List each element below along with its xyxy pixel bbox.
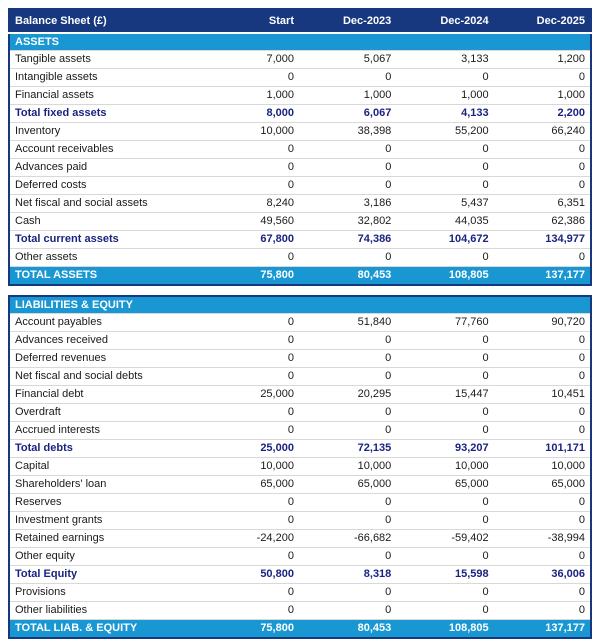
row-value: 10,451 [494,385,591,403]
table-row [9,331,591,349]
table-row [9,104,591,122]
row-value: 0 [202,331,299,349]
row-value: 0 [494,601,591,619]
table-row [9,140,591,158]
row-value: 67,800 [202,230,299,248]
row-value: 0 [396,158,493,176]
row-value: 0 [202,349,299,367]
row-label: Accrued interests [9,421,202,439]
row-value: 1,000 [396,86,493,104]
row-label: Reserves [9,493,202,511]
row-label: Intangible assets [9,68,202,86]
row-value: 6,351 [494,194,591,212]
row-value: 5,067 [299,50,396,68]
table-row [9,511,591,529]
row-value: 0 [396,547,493,565]
row-label: Deferred costs [9,176,202,194]
row-value: 0 [202,583,299,601]
table-row [9,529,591,547]
assets-table [8,8,592,286]
row-value: 0 [494,248,591,266]
row-label: Account payables [9,313,202,331]
row-value: 0 [299,511,396,529]
table-row [9,50,591,68]
row-value: -66,682 [299,529,396,547]
row-value: 0 [396,601,493,619]
row-label: Tangible assets [9,50,202,68]
table-row [9,403,591,421]
row-value: 51,840 [299,313,396,331]
row-value: 90,720 [494,313,591,331]
table-row [9,349,591,367]
table-row [9,212,591,230]
row-value: 66,240 [494,122,591,140]
row-value: 0 [396,511,493,529]
row-value: 2,200 [494,104,591,122]
row-label: Financial assets [9,86,202,104]
row-value: 65,000 [202,475,299,493]
row-value: 15,447 [396,385,493,403]
table-row [9,547,591,565]
row-value: 93,207 [396,439,493,457]
row-value: 0 [299,367,396,385]
section-title: ASSETS [9,33,591,50]
table-row [9,86,591,104]
table-row [9,122,591,140]
table-row [9,313,591,331]
row-value: 0 [202,140,299,158]
total-liab-equity-row [9,619,591,638]
row-value: 101,171 [494,439,591,457]
column-header-start: Start [202,9,299,33]
row-value: 25,000 [202,385,299,403]
row-value: 1,000 [202,86,299,104]
total-row-value: 137,177 [494,619,591,638]
row-value: 10,000 [494,457,591,475]
row-label: Net fiscal and social assets [9,194,202,212]
row-value: -59,402 [396,529,493,547]
row-value: 0 [396,493,493,511]
row-value: 0 [494,511,591,529]
total-row-label: TOTAL LIAB. & EQUITY [9,619,202,638]
row-value: 0 [202,511,299,529]
row-label: Retained earnings [9,529,202,547]
row-value: 0 [299,68,396,86]
row-label: Cash [9,212,202,230]
row-value: 0 [299,493,396,511]
row-value: 25,000 [202,439,299,457]
table-row [9,68,591,86]
column-header-dec-2024: Dec-2024 [396,9,493,33]
row-label: Shareholders' loan [9,475,202,493]
row-label: Overdraft [9,403,202,421]
total-row-value: 80,453 [299,619,396,638]
row-value: 72,135 [299,439,396,457]
row-label: Other assets [9,248,202,266]
row-value: 0 [299,547,396,565]
row-label: Financial debt [9,385,202,403]
column-header-dec-2023: Dec-2023 [299,9,396,33]
table-row [9,158,591,176]
total-row-value: 75,800 [202,266,299,285]
row-value: 0 [299,583,396,601]
row-value: 38,398 [299,122,396,140]
row-label: Total current assets [9,230,202,248]
row-label: Total Equity [9,565,202,583]
row-value: 10,000 [299,457,396,475]
row-label: Deferred revenues [9,349,202,367]
row-value: 10,000 [396,457,493,475]
liabilities-equity-table [8,295,592,639]
row-value: 0 [494,403,591,421]
row-value: 0 [396,140,493,158]
table-row [9,475,591,493]
row-value: 134,977 [494,230,591,248]
total-row-label: TOTAL ASSETS [9,266,202,285]
table-row [9,493,591,511]
row-value: 0 [396,68,493,86]
row-value: 3,186 [299,194,396,212]
row-value: 0 [494,331,591,349]
row-value: 0 [202,493,299,511]
row-value: 4,133 [396,104,493,122]
row-label: Inventory [9,122,202,140]
row-value: 0 [494,68,591,86]
total-row-value: 75,800 [202,619,299,638]
row-value: 0 [202,176,299,194]
row-value: 0 [202,158,299,176]
table-row [9,385,591,403]
row-value: 0 [494,493,591,511]
row-value: 32,802 [299,212,396,230]
row-value: 1,200 [494,50,591,68]
total-row-value: 108,805 [396,619,493,638]
row-value: 0 [202,68,299,86]
row-value: 5,437 [396,194,493,212]
row-value: 20,295 [299,385,396,403]
row-value: 55,200 [396,122,493,140]
row-value: 1,000 [299,86,396,104]
row-value: 8,000 [202,104,299,122]
row-value: 50,800 [202,565,299,583]
row-label: Capital [9,457,202,475]
row-value: 10,000 [202,122,299,140]
row-value: 0 [202,248,299,266]
row-value: 0 [494,158,591,176]
row-value: 0 [396,403,493,421]
row-label: Total debts [9,439,202,457]
row-value: 0 [202,601,299,619]
column-header-title: Balance Sheet (£) [9,9,202,33]
table-row [9,421,591,439]
row-value: -38,994 [494,529,591,547]
total-row-value: 137,177 [494,266,591,285]
row-label: Other equity [9,547,202,565]
row-value: 0 [396,367,493,385]
row-value: 0 [202,421,299,439]
row-value: 0 [396,248,493,266]
row-value: 1,000 [494,86,591,104]
row-value: 0 [396,176,493,194]
row-value: 0 [202,547,299,565]
row-value: 62,386 [494,212,591,230]
row-value: 0 [299,601,396,619]
section-title: LIABILITIES & EQUITY [9,296,591,313]
row-value: 65,000 [396,475,493,493]
table-row [9,230,591,248]
row-value: 77,760 [396,313,493,331]
table-row [9,367,591,385]
total-row-value: 108,805 [396,266,493,285]
row-value: 8,318 [299,565,396,583]
table-row [9,457,591,475]
row-value: 10,000 [202,457,299,475]
table-row [9,601,591,619]
section-header-assets [9,33,591,50]
table-row [9,176,591,194]
row-value: 0 [299,421,396,439]
row-value: 0 [494,140,591,158]
row-value: 0 [494,349,591,367]
row-label: Other liabilities [9,601,202,619]
table-row [9,194,591,212]
table-row [9,439,591,457]
row-value: 0 [494,583,591,601]
column-header-dec-2025: Dec-2025 [494,9,591,33]
table-row [9,565,591,583]
row-label: Investment grants [9,511,202,529]
row-label: Account receivables [9,140,202,158]
row-value: 0 [396,331,493,349]
row-value: 3,133 [396,50,493,68]
row-value: 44,035 [396,212,493,230]
row-value: 0 [299,140,396,158]
row-label: Advances received [9,331,202,349]
table-header-row [9,9,591,33]
total-row-value: 80,453 [299,266,396,285]
row-value: 0 [202,367,299,385]
table-row [9,248,591,266]
row-value: 65,000 [494,475,591,493]
row-value: 0 [396,421,493,439]
row-value: 104,672 [396,230,493,248]
section-header-liabilities-equity [9,296,591,313]
row-value: 0 [299,158,396,176]
row-value: 0 [299,176,396,194]
row-value: 36,006 [494,565,591,583]
row-label: Total fixed assets [9,104,202,122]
row-value: 0 [299,331,396,349]
row-label: Net fiscal and social debts [9,367,202,385]
row-value: 6,067 [299,104,396,122]
row-value: 65,000 [299,475,396,493]
row-value: 0 [202,313,299,331]
table-row [9,583,591,601]
row-label: Advances paid [9,158,202,176]
row-value: 0 [396,583,493,601]
total-assets-row [9,266,591,285]
row-value: 0 [299,349,396,367]
row-value: 0 [299,248,396,266]
row-value: 74,386 [299,230,396,248]
row-value: 49,560 [202,212,299,230]
row-label: Provisions [9,583,202,601]
row-value: 0 [494,547,591,565]
row-value: 0 [494,421,591,439]
row-value: 0 [396,349,493,367]
row-value: 0 [494,176,591,194]
row-value: 15,598 [396,565,493,583]
row-value: 0 [299,403,396,421]
row-value: -24,200 [202,529,299,547]
row-value: 0 [494,367,591,385]
row-value: 7,000 [202,50,299,68]
row-value: 8,240 [202,194,299,212]
row-value: 0 [202,403,299,421]
